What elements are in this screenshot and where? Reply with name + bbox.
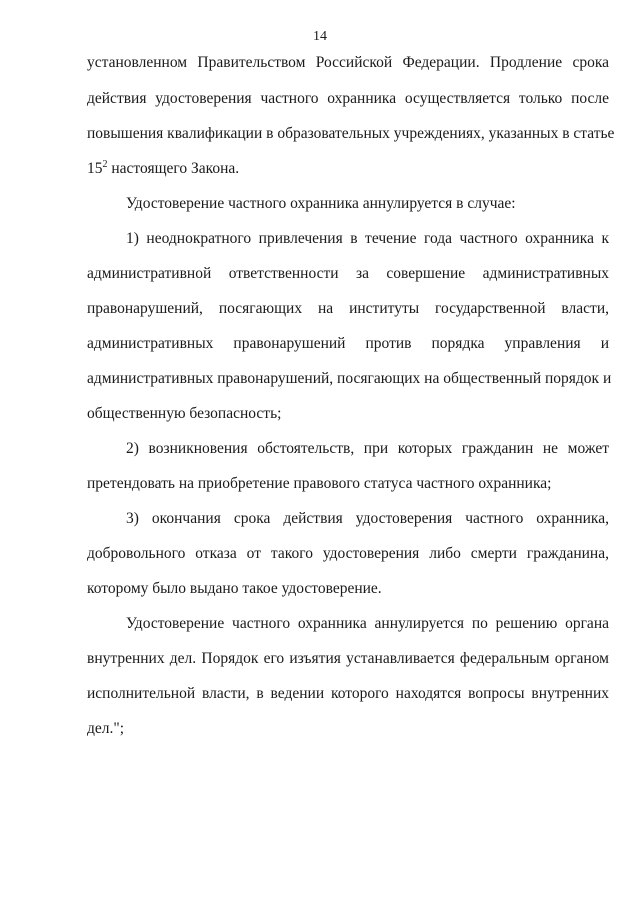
text-line: общественную безопасность; (87, 405, 282, 422)
list-item-2-line: 2) возникновения обстоятельств, при которых гражданин не может (126, 440, 609, 457)
text-line: добровольного отказа от такого удостоверения либо смерти гражданина, (87, 545, 609, 562)
text-line: Удостоверение частного охранника аннулируется по решению органа (126, 615, 609, 632)
text-line: дел."; (87, 720, 125, 737)
text-line: установленном Правительством Российской Федерации. Продление срока (87, 54, 609, 71)
article-number: 15 (87, 160, 103, 177)
text-fragment: настоящего Закона. (107, 160, 240, 177)
list-item-3-line: 3) окончания срока действия удостоверения частного охранника, (126, 510, 609, 527)
list-item-1-line: 1) неоднократного привлечения в течение года частного охранника к (126, 230, 609, 247)
text-line: административной ответственности за совершение административных (87, 265, 609, 282)
text-line: повышения квалификации в образовательных учреждениях, указанных в статье (87, 125, 615, 142)
article-superscript: 2 (102, 158, 108, 170)
text-line: административных правонарушений против порядка управления и (87, 335, 609, 352)
text-line: Удостоверение частного охранника аннулируется в случае: (126, 195, 516, 212)
text-line: которому было выдано такое удостоверение. (87, 580, 382, 597)
text-line: претендовать на приобретение правового статуса частного охранника; (87, 475, 552, 492)
text-line: административных правонарушений, посягающих на общественный порядок и (87, 370, 612, 387)
text-line: исполнительной власти, в ведении которого находятся вопросы внутренних (87, 685, 609, 702)
text-line: правонарушений, посягающих на институты государственной власти, (87, 300, 609, 317)
text-line: внутренних дел. Порядок его изъятия устанавливается федеральным органом (87, 650, 609, 667)
text-line: действия удостоверения частного охранника осуществляется только после (87, 90, 609, 107)
text-line (87, 159, 609, 179)
page-number: 14 (313, 29, 327, 44)
